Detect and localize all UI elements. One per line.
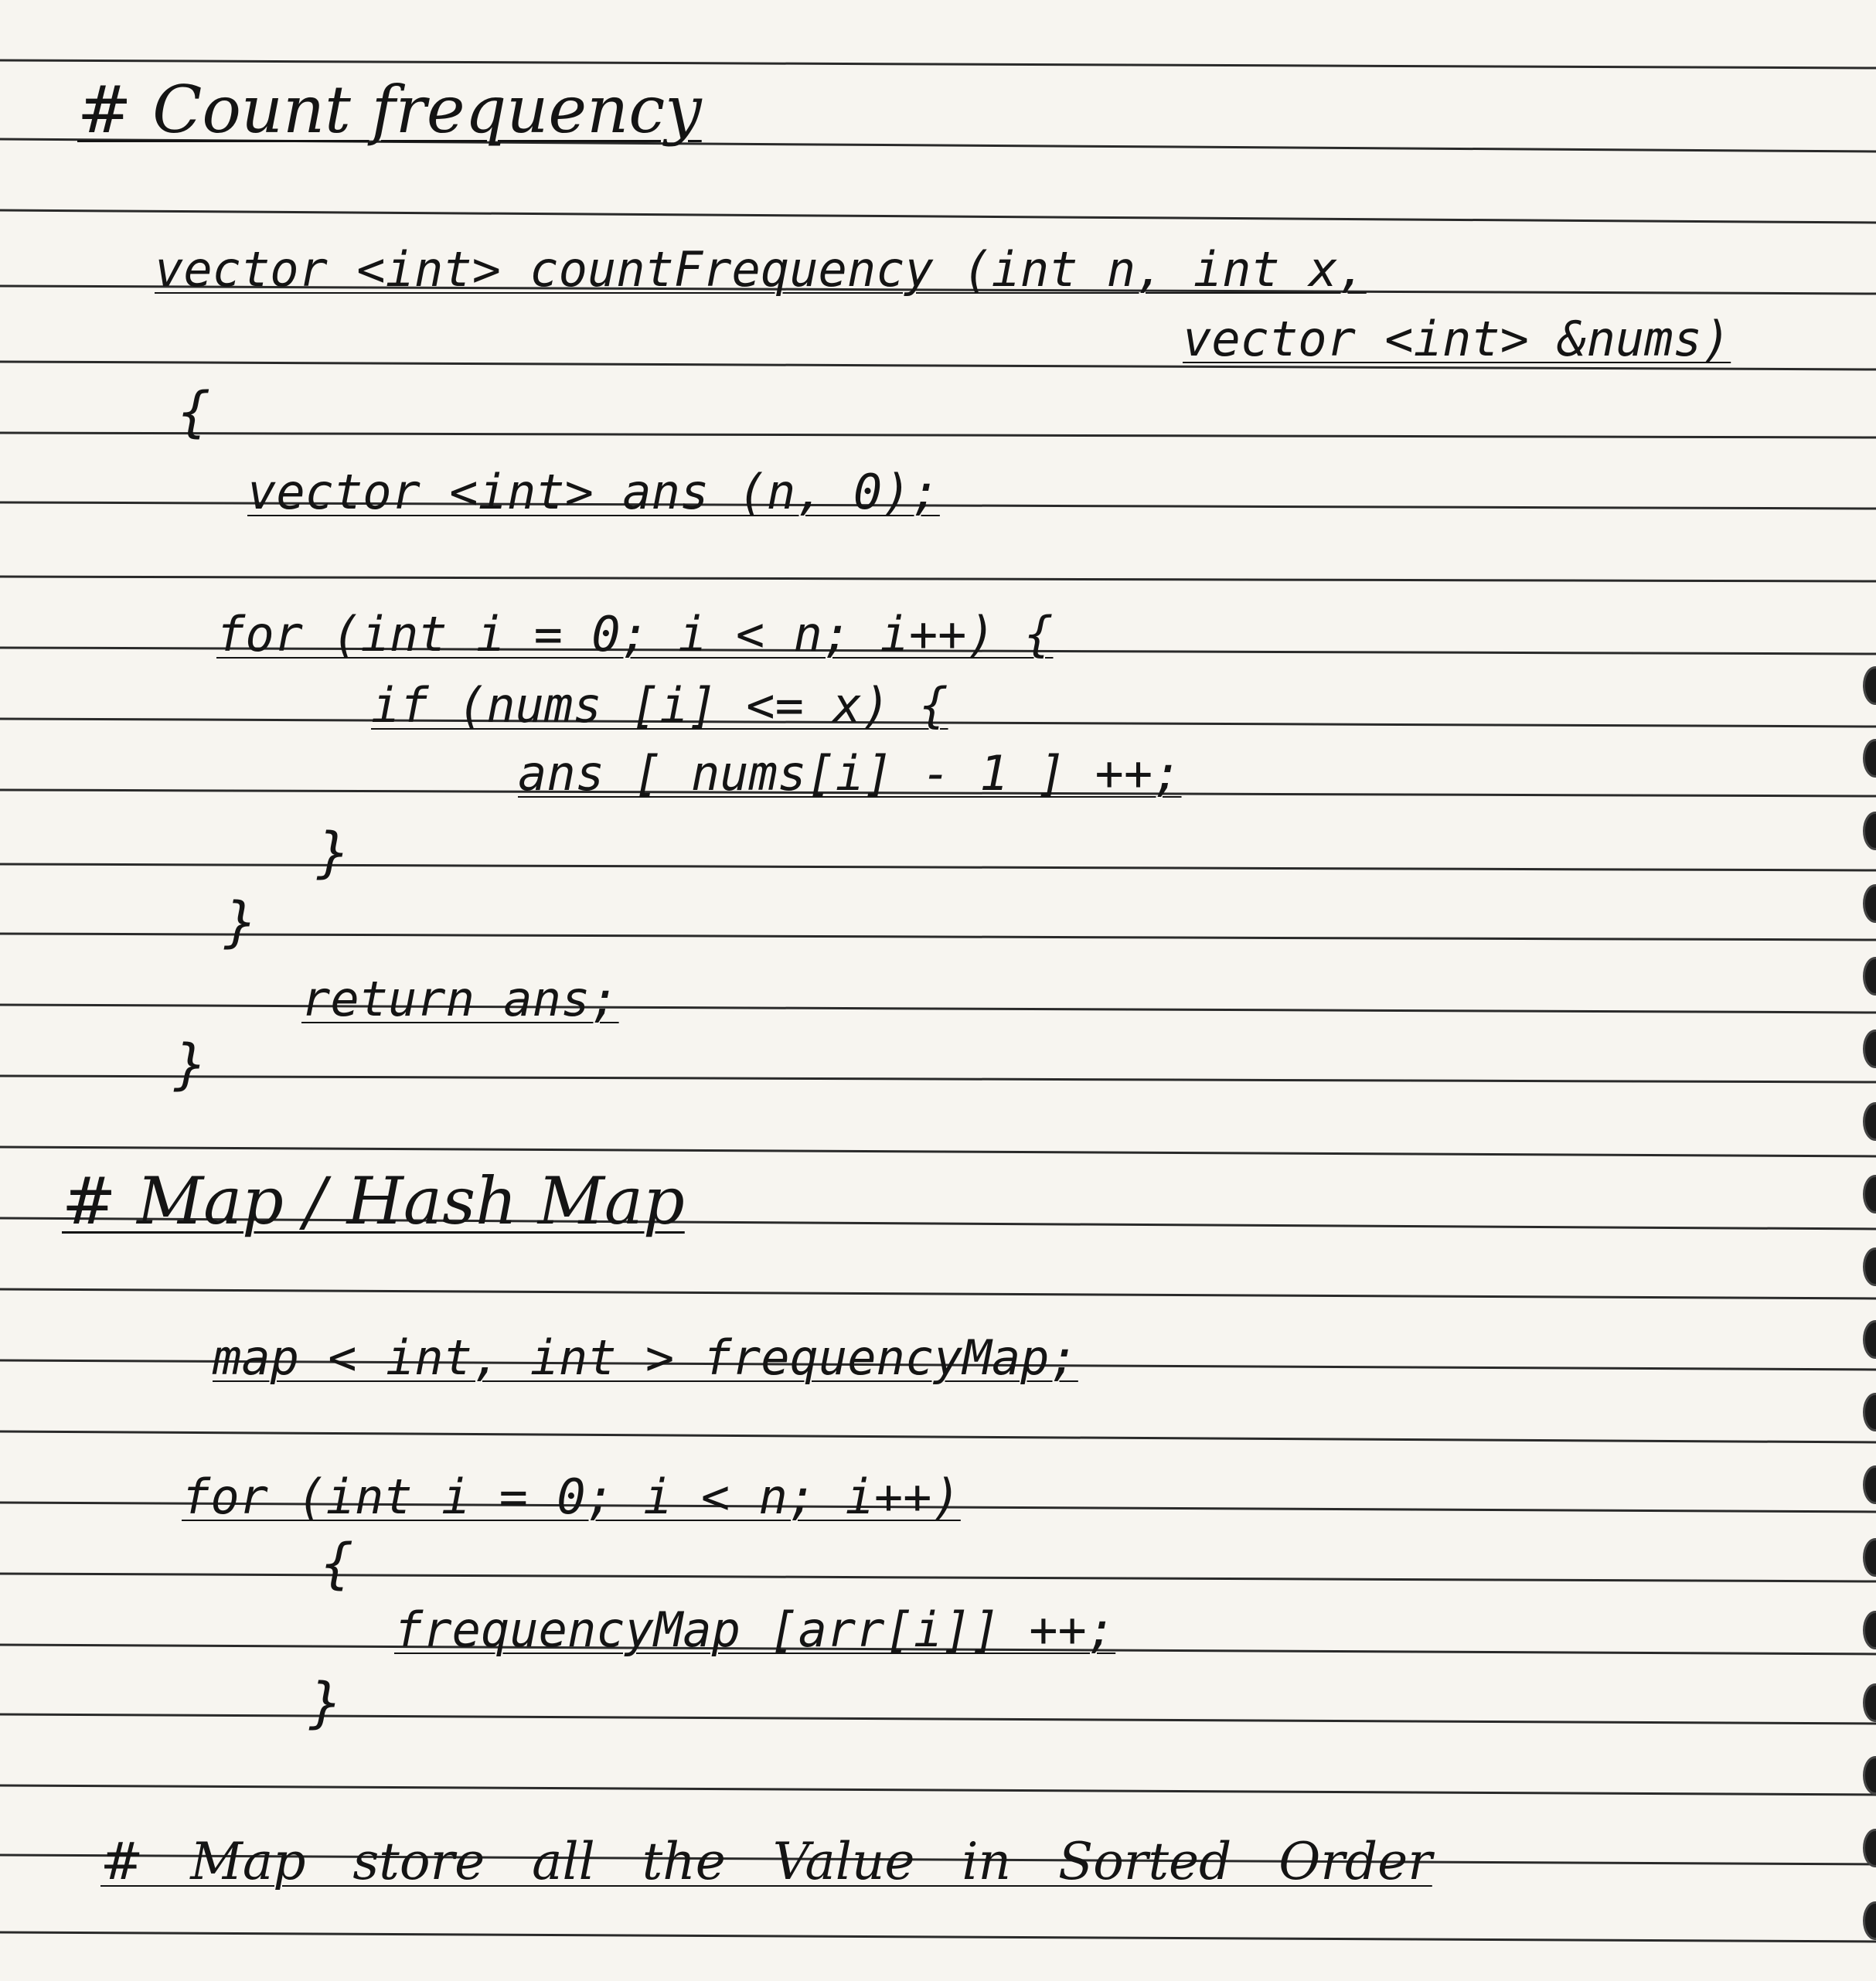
- code-line: ans [ nums[i] - 1 ] ++;: [518, 745, 1182, 802]
- section-heading-map: # Map / Hash Map: [62, 1163, 685, 1239]
- code-line: for (int i = 0; i < n; i++): [182, 1469, 961, 1525]
- rule-line: [0, 1932, 1876, 1942]
- rule-line: [0, 1147, 1876, 1156]
- rule-line: [0, 210, 1876, 223]
- rule-line: [0, 1076, 1876, 1082]
- rule-line: [0, 1005, 1876, 1013]
- code-line: }: [174, 1033, 207, 1096]
- rule-line: [0, 1431, 1876, 1442]
- code-line: {: [321, 1532, 354, 1595]
- rule-line: [0, 1714, 1876, 1724]
- code-line: frequencyMap [arr[i]] ++;: [394, 1601, 1116, 1658]
- code-line: vector <int> ans (n, 0);: [247, 464, 940, 520]
- code-line: }: [317, 821, 350, 884]
- code-line: {: [178, 380, 211, 444]
- rule-line: [0, 934, 1876, 940]
- rule-line: [0, 577, 1876, 581]
- code-line: vector <int> countFrequency (int n, int x,: [155, 241, 1367, 298]
- code-line: }: [224, 890, 257, 954]
- rule-line: [0, 433, 1876, 437]
- rule-line: [0, 1289, 1876, 1299]
- code-line: for (int i = 0; i < n; i++) {: [216, 606, 1054, 662]
- code-line: vector <int> &nums): [1183, 311, 1731, 367]
- code-line: map < int, int > frequencyMap;: [213, 1329, 1078, 1386]
- rule-line: [0, 1574, 1876, 1581]
- rule-line: [0, 864, 1876, 870]
- note-map-sorted: # Map store all the Value in Sorted Order: [100, 1832, 1432, 1891]
- code-line: if (nums [i] <= x) {: [371, 677, 948, 734]
- code-line: return ans;: [301, 971, 619, 1027]
- section-heading-count-frequency: # Count frequency: [77, 72, 702, 148]
- rule-line: [0, 60, 1876, 68]
- code-line: }: [309, 1671, 342, 1734]
- rule-line: [0, 1785, 1876, 1795]
